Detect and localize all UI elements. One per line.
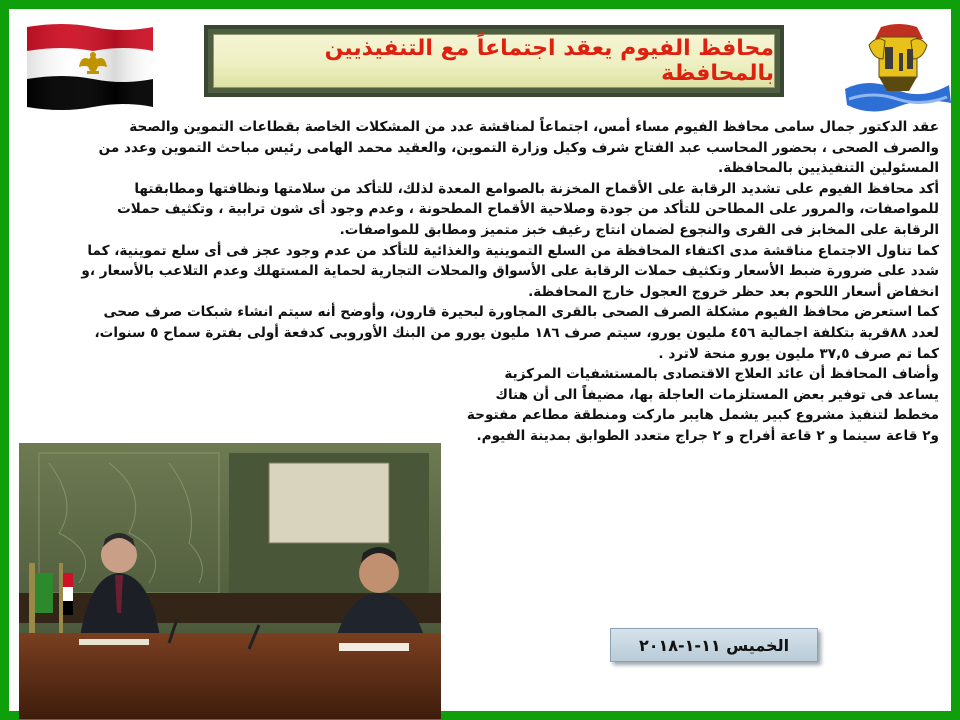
article-line: مخطط لتنفيذ مشروع كبير يشمل هايبر ماركت ومنطقة مطاعم مفتوحة: [466, 407, 939, 424]
article-paragraph: كما تناول الاجتماع مناقشة مدى اكتفاء المحافظة من السلع التموينية والغذائية للتأكد من عدم وجود عجز فى أى سلع تموينية، كما شدد على ضرورة ضبط الأسعار وتكثيف حملات الرقابة على الأسواق والمحلات التجارية لحماية المستهلك وعدم التلاعب بالأسعار ،و انخفاض أسعار اللحوم بعد حظر خروج العجول خارج المحافظة.: [81, 242, 939, 300]
fayoum-governorate-logo: [839, 19, 957, 117]
article-paragraph: عقد الدكتور جمال سامى محافظ الفيوم مساء أمس، اجتماعاً لمناقشة عدد من المشكلات الخاصة بقطاعات التموين والصحة والصرف الصحى ، بحضور المحاسب عبد الفتاح شرف وكيل وزارة التموين، والعقيد محمد الهامى رئيس مباحث التموين وعدد من المسئولين التنفيذيين بالمحافظة.: [98, 119, 939, 177]
headline: محافظ الفيوم يعقد اجتماعاً مع التنفيذيين بالمحافظة: [324, 36, 774, 86]
headline-box: [204, 25, 784, 97]
article-body: [77, 117, 939, 447]
headline-panel: [213, 34, 775, 88]
meeting-photo: [19, 443, 441, 719]
article-line: وأضاف المحافظ أن عائد العلاج الاقتصادى بالمستشفيات المركزية: [504, 366, 939, 383]
article-line: و٢ قاعة سينما و ٢ قاعة أفراح و ٢ جراج متعدد الطوابق بمدينة الفيوم.: [476, 427, 939, 444]
article-paragraph: أكد محافظ الفيوم على تشديد الرقابة على الأقماح المخزنة بالصوامع المعدة لذلك، للتأكد من سلامتها ونظافتها ومطابقتها للمواصفات، والمرور على المطاحن للتأكد من جودة وصلاحية الأقماح المطحونة ، وعدم وجود أى شون ترابية ، وتكثيف حملات الرقابة على المخابز فى القرى والنجوع لضمان انتاج رغيف خبز متميز ومطابق للمواصفات.: [117, 180, 939, 238]
egypt-flag-icon: [23, 21, 157, 111]
date-badge: الخميس ١١-١-٢٠١٨: [610, 628, 818, 662]
article-line: يساعد فى توفير بعض المستلزمات العاجلة بها، مضيفاً الى أن هناك: [495, 386, 939, 403]
article-paragraph: كما استعرض محافظ الفيوم مشكلة الصرف الصحى بالقرى المجاورة لبحيرة قارون، وأوضح أنه سيتم انشاء شبكات صرف صحى لعدد ٨٨قرية بتكلفة اجمالية ٤٥٦ مليون يورو، سيتم صرف ١٨٦ مليون يورو من البنك الأوروبى كدفعة أولى بفترة سماح ٥ سنوات، كما تم صرف ٣٧,٥ مليون يورو منحة لاترد .: [94, 304, 939, 362]
